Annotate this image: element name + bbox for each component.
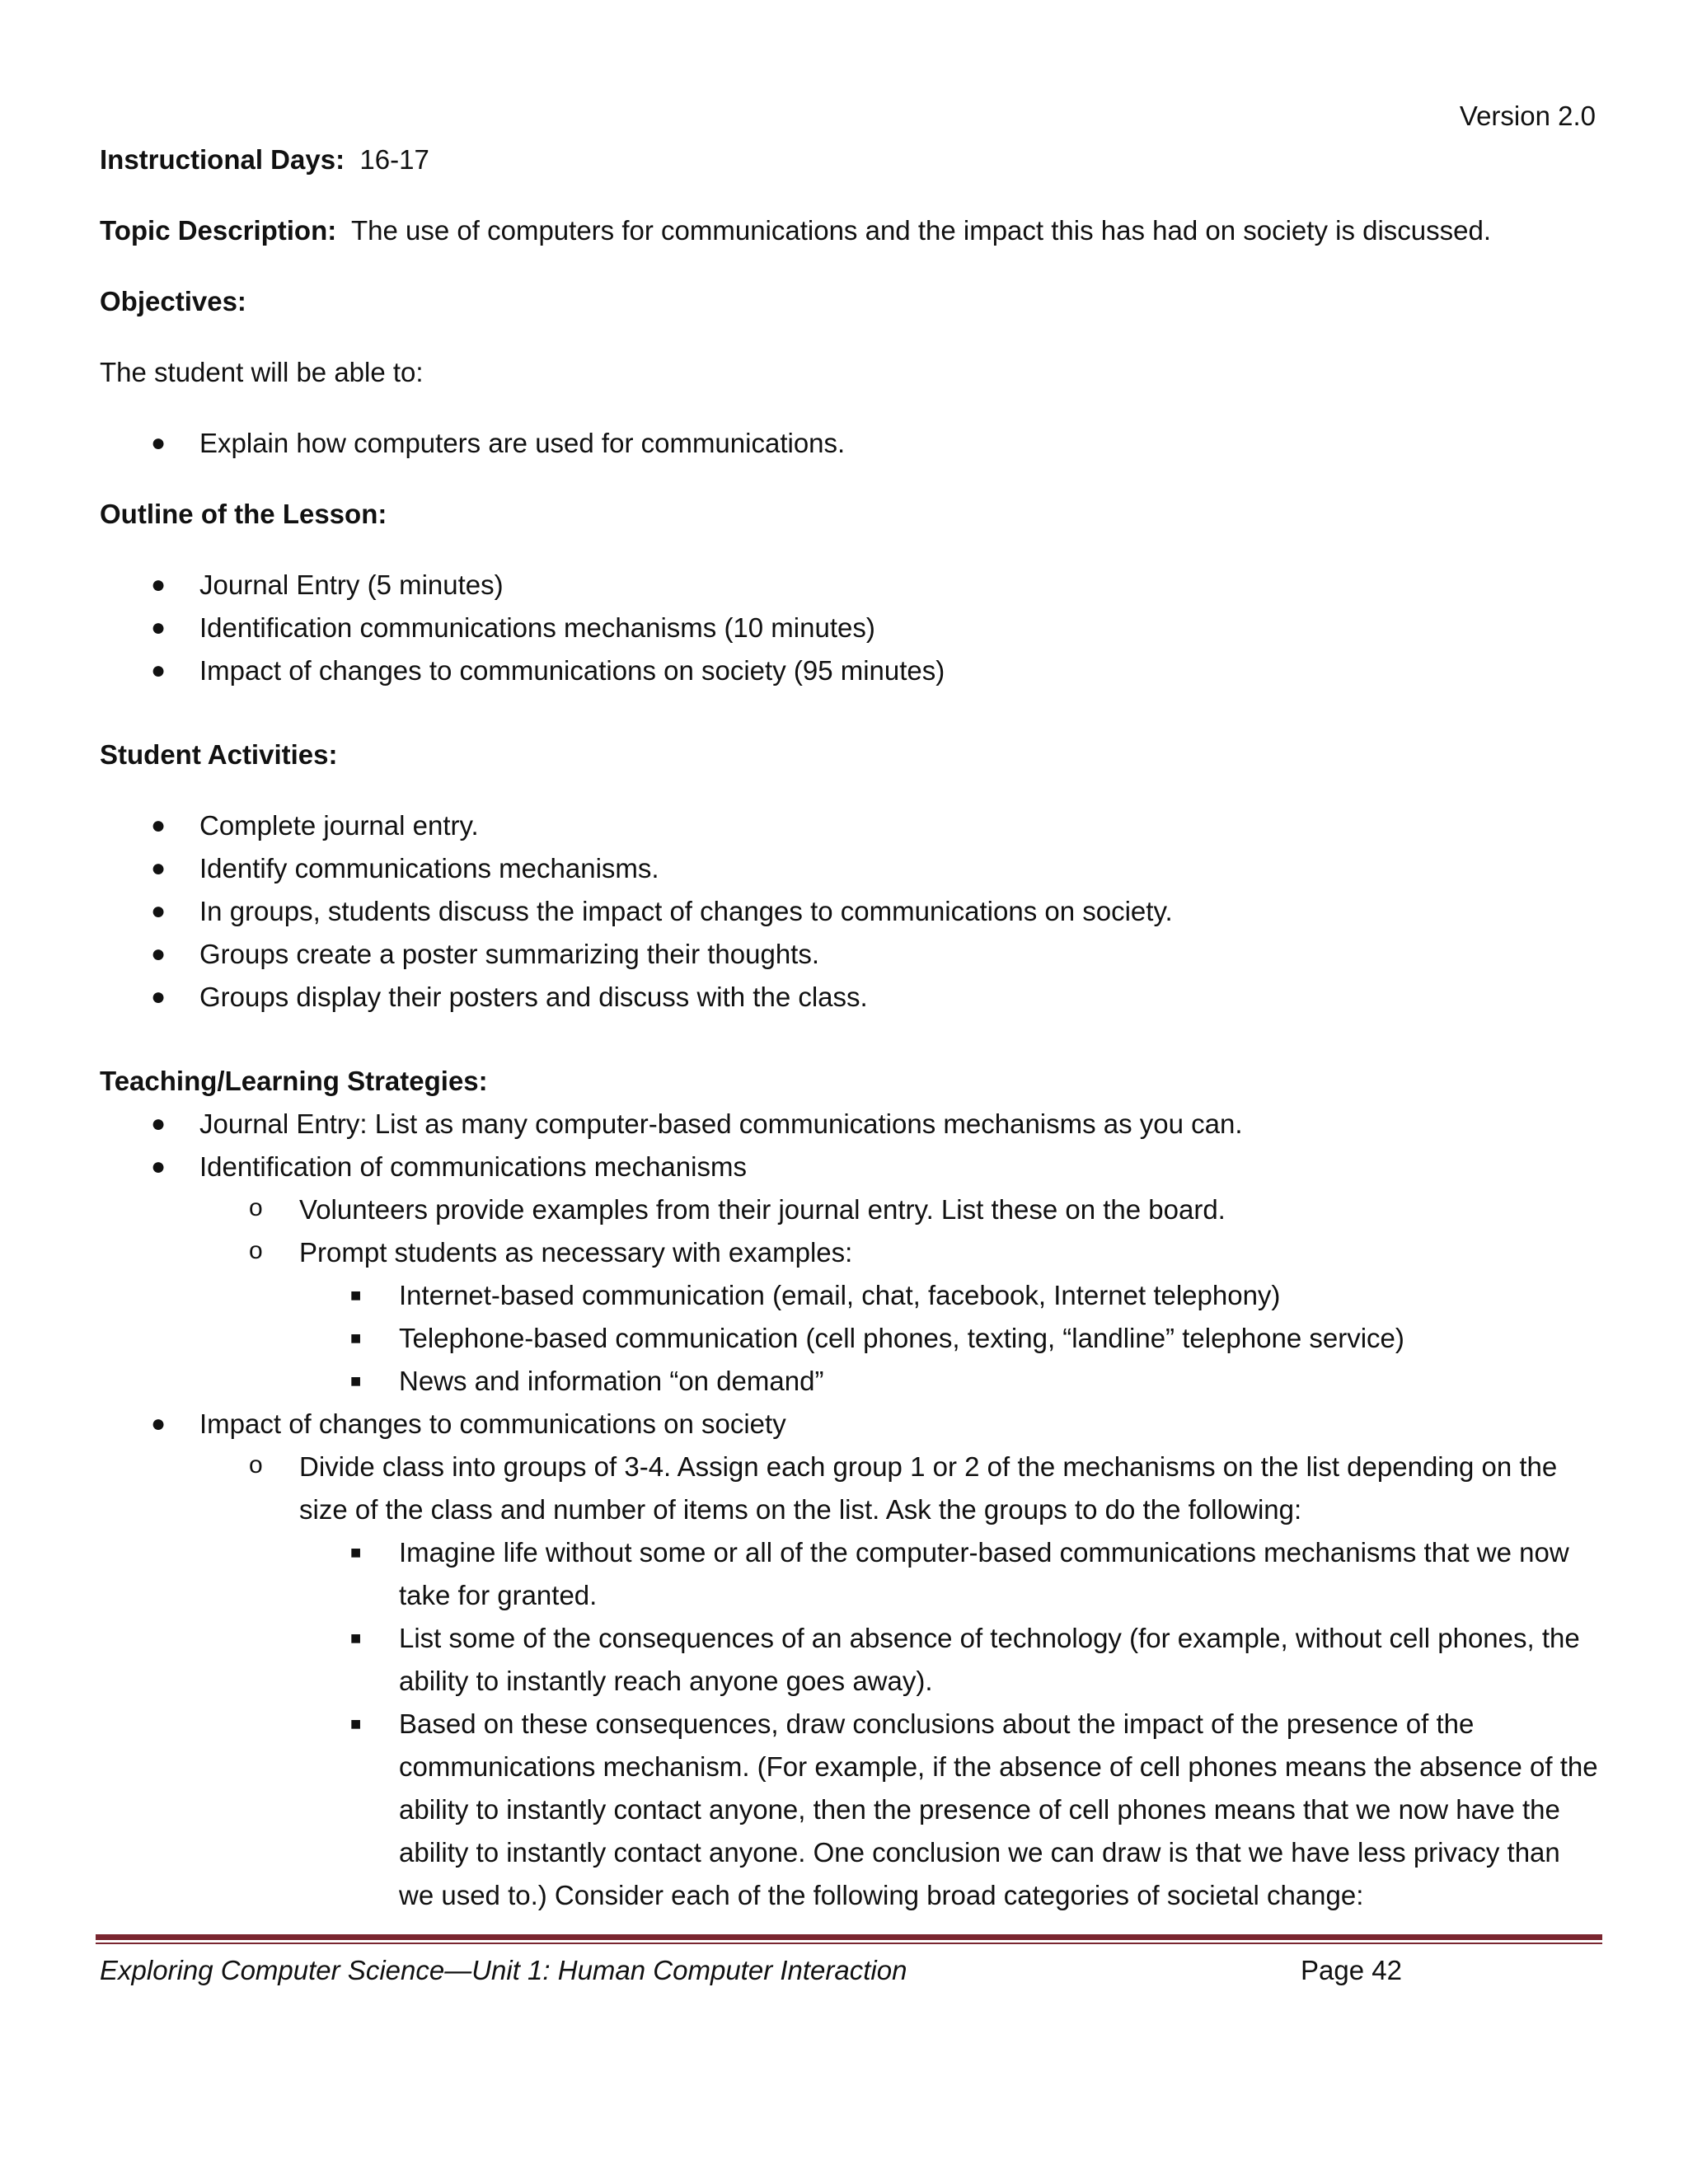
sub-sub-list-item-text: Telephone-based communication (cell phones, texting, “landline” telephone service) [399,1323,1404,1353]
objectives-intro: The student will be able to: [100,357,424,387]
list-item-text: Impact of changes to communications on society [199,1408,786,1439]
version-label: Version 2.0 [1459,101,1596,131]
instructional-days [100,138,1600,181]
list-item [100,847,1600,890]
list-item-text: Groups create a poster summarizing their thoughts. [199,939,820,969]
square-bullet-icon: ■ [350,1542,362,1563]
list-item-text: Identify communications mechanisms. [199,853,659,883]
footer-divider [96,1934,1602,1940]
bullet-icon: ● [151,812,166,839]
list-item [100,1403,1600,1917]
sub-sub-list-item [299,1531,1600,1617]
sub-sub-list-item [299,1274,1600,1317]
bullet-icon: ● [151,1153,166,1180]
list-item [100,933,1600,976]
strategies-list [100,1103,1600,1917]
circle-bullet-icon: o [249,1237,263,1264]
topic-description-label: Topic Description: [100,215,337,246]
sub-list-item [199,1231,1600,1403]
sub-sub-list [299,1274,1600,1403]
square-bullet-icon: ■ [350,1628,362,1648]
footer-page-number: Page 42 [1301,1955,1402,1985]
list-item-text: Journal Entry: List as many computer-based communications mechanisms as you can. [199,1108,1243,1139]
circle-bullet-icon: o [249,1451,263,1479]
sub-sub-list-item-text: List some of the consequences of an absence of technology (for example, without cell phones, the ability to instantly reach anyone goes away). [399,1623,1580,1696]
bullet-icon: ● [151,940,166,968]
topic-description-value: The use of computers for communications and the impact this has had on society is discussed. [351,215,1492,246]
list-item [100,976,1600,1019]
square-bullet-icon: ■ [350,1713,362,1734]
bullet-icon: ● [151,983,166,1010]
bullet-icon: ● [151,855,166,882]
sub-sub-list-item [299,1317,1600,1360]
sub-sub-list-item [299,1360,1600,1403]
sub-sub-list-item-text: News and information “on demand” [399,1366,824,1396]
list-item [100,1146,1600,1403]
square-bullet-icon: ■ [350,1328,362,1348]
instructional-days-label: Instructional Days: [100,144,345,175]
list-item [100,1103,1600,1146]
list-item-text: Identification of communications mechanisms [199,1151,747,1182]
sub-list-item-text: Volunteers provide examples from their journal entry. List these on the board. [299,1194,1226,1225]
sub-sub-list-item [299,1617,1600,1703]
circle-bullet-icon: o [249,1194,263,1221]
student-activities-list [100,804,1600,1019]
list-item [100,422,1600,465]
bullet-icon: ● [151,571,166,598]
bullet-icon: ● [151,657,166,684]
sub-sub-list-item-text: Imagine life without some or all of the computer-based communications mechanisms that we now take for granted. [399,1537,1569,1610]
list-item-text: Journal Entry (5 minutes) [199,569,504,600]
sub-list [199,1446,1600,1917]
bullet-icon: ● [151,429,166,457]
square-bullet-icon: ■ [350,1371,362,1391]
list-item-text: Complete journal entry. [199,810,479,841]
list-item-text: Impact of changes to communications on society (95 minutes) [199,655,945,686]
topic-description [100,209,1600,252]
list-item-text: Explain how computers are used for communications. [199,428,846,458]
list-item [100,607,1600,649]
sub-list-item-text: Prompt students as necessary with examples: [299,1237,853,1268]
sub-list [199,1188,1600,1403]
list-item [100,564,1600,607]
lesson-content [100,138,1600,1917]
list-item [100,890,1600,933]
footer-divider-thin [96,1943,1602,1944]
strategies-heading: Teaching/Learning Strategies: [100,1066,488,1096]
sub-list-item-text: Divide class into groups of 3-4. Assign each group 1 or 2 of the mechanisms on the list depending on the size of the class and number of items on the list. Ask the groups to do the following: [299,1451,1558,1525]
list-item-text: Identification communications mechanisms (10 minutes) [199,612,875,643]
instructional-days-value: 16-17 [359,144,429,175]
bullet-icon: ● [151,614,166,641]
list-item-text: In groups, students discuss the impact of changes to communications on society. [199,896,1173,926]
sub-sub-list-item [299,1703,1600,1917]
list-item-text: Groups display their posters and discuss with the class. [199,982,868,1012]
outline-heading: Outline of the Lesson: [100,499,387,529]
square-bullet-icon: ■ [350,1285,362,1305]
footer-title: Exploring Computer Science—Unit 1: Human Computer Interaction [100,1955,907,1985]
outline-list [100,564,1600,692]
list-item [100,649,1600,692]
list-item [100,804,1600,847]
sub-sub-list [299,1531,1600,1917]
sub-list-item [199,1188,1600,1231]
bullet-icon: ● [151,1110,166,1137]
bullet-icon: ● [151,1410,166,1437]
objectives-list [100,422,1600,465]
student-activities-heading: Student Activities: [100,739,338,770]
sub-sub-list-item-text: Internet-based communication (email, chat, facebook, Internet telephony) [399,1280,1281,1310]
objectives-heading: Objectives: [100,286,246,316]
sub-list-item [199,1446,1600,1917]
bullet-icon: ● [151,898,166,925]
sub-sub-list-item-text: Based on these consequences, draw conclusions about the impact of the presence of the communications mechanism. (For example, if the absence of cell phones means the absence of the ability to instantly contact anyone, then the presence of cell phones means that we now have the ability to instantly contact anyone. One conclusion we can draw is that we have less privacy than we used to.) Consider each of the following broad categories of societal change: [399,1708,1598,1910]
